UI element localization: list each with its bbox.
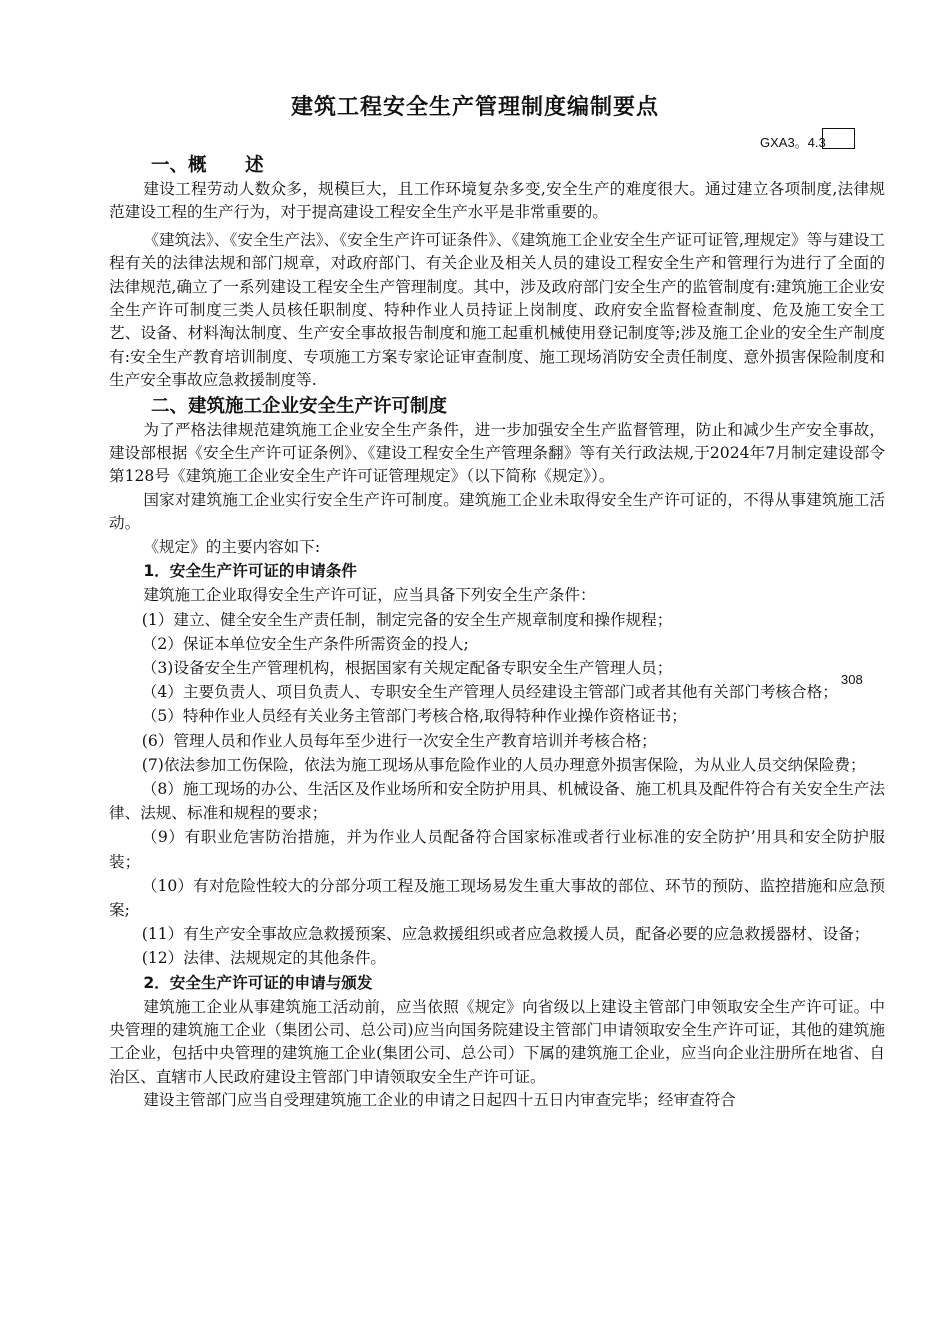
paragraph: 为了严格法律规范建筑施工企业安全生产条件，进一步加强安全生产监督管理，防止和减少生产安全事故，建设部根据《安全生产许可证条例》、《建设工程安全生产管理条翻》等有关行政法规,于2024年7月制定建设部令第128号《建筑施工企业安全生产许可证管理规定》（以下简称《规定》）。 bbox=[109, 420, 885, 486]
section-heading-overview: 一、概 述 bbox=[151, 155, 264, 176]
page-number: 308 bbox=[841, 672, 863, 687]
list-item: （9）有职业危害防治措施，并为作业人员配备符合国家标准或者行业标准的安全防护’用具和安全防护服装； bbox=[109, 828, 885, 871]
list-item: (7)依法参加工伤保险，依法为施工现场从事危险作业的人员办理意外损害保险，为从业人员交纳保险费； bbox=[141, 755, 866, 774]
paragraph: 《建筑法》、《安全生产法》、《安全生产许可证条件》、《建筑施工企业安全生产证可证管,理规定》等与建设工程有关的法律法规和部门规章，对政府部门、有关企业及相关人员的建设工程安全生产和管理行为进行了全面的法律规范,确立了一系列建设工程安全生产管理制度。其中，涉及政府部门安全生产的监管制度有:建筑施工企业安全生产许可制度三类人员核任职制度、特种作业人员持证上岗制度、政府安全监督检查制度、危及施工安全工艺、设备、材料淘汰制度、生产安全事故报告制度和施工起重机械使用登记制度等;涉及施工企业的安全生产制度有:安全生产教育培训制度、专项施工方案专家论证审查制度、施工现场消防安全责任制度、意外损害保险制度和生产安全事故应急救援制度等. bbox=[109, 230, 885, 390]
list-item: (1）建立、健全安全生产责任制，制定完备的安全生产规章制度和操作规程； bbox=[141, 610, 673, 629]
paragraph: 建设主管部门应当自受理建筑施工企业的申请之日起四十五日内审查完毕；经审查符合 bbox=[143, 1091, 736, 1110]
paragraph: 建筑施工企业从事建筑施工活动前，应当依照《规定》向省级以上建设主管部门申领取安全生产许可证。中央管理的建筑施工企业（集团公司、总公司)应当向国务院建设主管部门申请领取安全生产许可证，其他的建筑施工企业，包括中央管理的建筑施工企业(集团公司、总公司）下属的建筑施工企业，应当向企业注册所在地省、自治区、直辖市人民政府建设主管部门申请领取安全生产许可证。 bbox=[109, 997, 885, 1086]
paragraph: 国家对建筑施工企业实行安全生产许可制度。建筑施工企业未取得安全生产许可证的，不得从事建筑施工活动。 bbox=[109, 490, 885, 533]
document-title: 建筑工程安全生产管理制度编制要点 bbox=[290, 95, 659, 120]
paragraph: 建筑施工企业取得安全生产许可证，应当具备下列安全生产条件： bbox=[143, 586, 596, 605]
list-item: (6）管理人员和作业人员每年至少进行一次安全生产教育培训并考核合格； bbox=[141, 731, 657, 750]
list-item: （5）特种作业人员经有关业务主管部门考核合格,取得特种作业操作资格证书； bbox=[141, 707, 687, 726]
subsection-heading-conditions: 1．安全生产许可证的申请条件 bbox=[143, 562, 357, 581]
list-item: （10）有对危险性较大的分部分项工程及施工现场易发生重大事故的部位、环节的预防、监控措施和应急预案; bbox=[109, 876, 885, 919]
code-box bbox=[822, 128, 855, 149]
paragraph: 《规定》的主要内容如下: bbox=[143, 537, 321, 556]
list-item: （8）施工现场的办公、生活区及作业场所和安全防护用具、机械设备、施工机具及配件符合有关安全生产法律、法规、标准和规程的要求； bbox=[109, 779, 885, 823]
section-heading-license-system: 二、建筑施工企业安全生产许可制度 bbox=[151, 395, 448, 417]
paragraph: 建设工程劳动人数众多，规模巨大，且工作环境复杂多变,安全生产的难度很大。通过建立各项制度,法律规范建设工程的生产行为，对于提高建设工程安全生产水平是非常重要的。 bbox=[109, 180, 885, 222]
list-item: (12）法律、法规规定的其他条件。 bbox=[141, 949, 386, 968]
list-item: （4）主要负责人、项目负责人、专职安全生产管理人员经建设主管部门或者其他有关部门考核合格； bbox=[141, 683, 838, 702]
list-item: （2）保证本单位安全生产条件所需资金的投人; bbox=[141, 634, 469, 653]
document-code: GXA3。4.3 bbox=[760, 135, 826, 150]
list-item: （3)设备安全生产管理机构，根据国家有关规定配备专职安全生产管理人员； bbox=[141, 658, 673, 677]
list-item: (11）有生产安全事故应急救援预案、应急救援组织或者应急救援人员，配备必要的应急救援器材、设备； bbox=[141, 925, 870, 944]
document-body bbox=[109, 152, 885, 1113]
subsection-heading-application: 2．安全生产许可证的申请与颁发 bbox=[143, 973, 373, 992]
